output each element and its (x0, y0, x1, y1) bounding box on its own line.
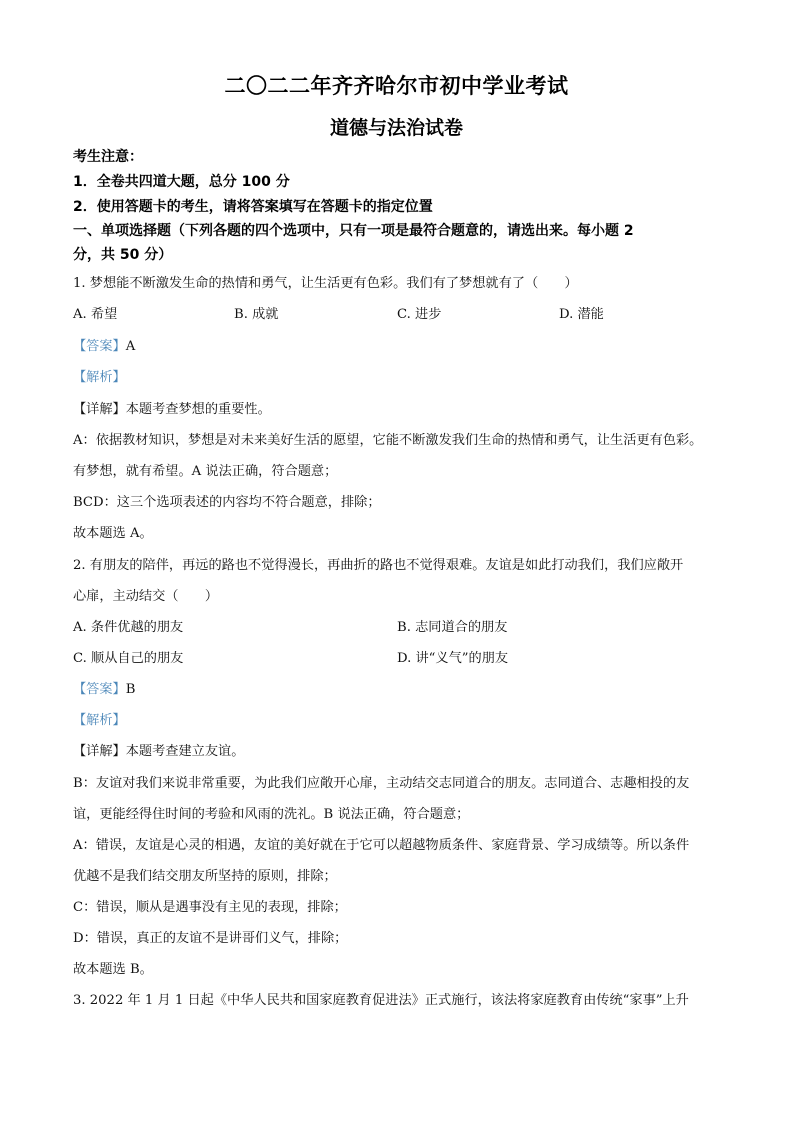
q2-explanation-line: C：错误，顺从是遇事没有主见的表现，排除； (73, 900, 347, 915)
q2-option-a: A. 条件优越的朋友 (73, 620, 184, 635)
notice-heading: 考生注意： (73, 149, 143, 165)
q2-explanation-line: B：友谊对我们来说非常重要，为此我们应敞开心扉，主动结交志同道合的朋友。志同道合、志趣相投的友 (73, 776, 690, 791)
q1-option-b: B. 成就 (234, 307, 279, 322)
q1-explanation-line: 有梦想，就有希望。A 说法正确，符合题意； (73, 464, 338, 479)
q2-explanation-line: 优越不是我们结交朋友所坚持的原则，排除； (73, 869, 337, 884)
notice-item-2: 2．使用答题卡的考生，请将答案填写在答题卡的指定位置 (73, 199, 433, 215)
q2-analysis-label: 【解析】 (73, 713, 126, 728)
q1-option-d: D. 潜能 (559, 307, 604, 322)
q1-explanation-line: BCD：这三个选项表述的内容均不符合题意，排除； (73, 495, 381, 510)
q2-conclusion: 故本题选 B。 (73, 962, 153, 977)
question-1-stem: 1. 梦想能不断激发生命的热情和勇气，让生活更有色彩。我们有了梦想就有了（ ） (73, 276, 578, 291)
exam-subtitle: 道德与法治试卷 (329, 117, 463, 139)
q1-detail (73, 401, 733, 419)
question-2-stem: 2. 有朋友的陪伴，再远的路也不觉得漫长，再曲折的路也不觉得艰难。友谊是如此打动我们，我们应敞开 (73, 558, 684, 573)
answer-label: 【答案】 (73, 339, 126, 354)
q2-option-b: B. 志同道合的朋友 (397, 620, 508, 635)
q2-option-c: C. 顺从自己的朋友 (73, 651, 184, 666)
q1-analysis-label: 【解析】 (73, 370, 126, 385)
q1-option-a: A. 希望 (73, 307, 118, 322)
answer-value: A (125, 339, 136, 354)
section-heading-cont: 分，共 50 分） (73, 247, 173, 263)
q2-explanation-line: 谊，更能经得住时间的考验和风雨的洗礼。B 说法正确，符合题意； (73, 807, 470, 822)
q1-conclusion: 故本题选 A。 (73, 526, 153, 541)
section-heading: 一、单项选择题（下列各题的四个选项中，只有一项是最符合题意的，请选出来。每小题 2 (73, 223, 634, 239)
answer-value: B (125, 682, 136, 697)
q1-option-c: C. 进步 (397, 307, 442, 322)
q1-answer (73, 338, 733, 356)
q2-explanation-line: A：错误，友谊是心灵的相遇，友谊的美好就在于它可以超越物质条件、家庭背景、学习成绩等。所以条件 (73, 838, 690, 853)
q1-explanation-line: A：依据教材知识，梦想是对未来美好生活的愿望，它能不断激发我们生命的热情和勇气，让生活更有色彩。 (73, 433, 703, 448)
q2-detail (73, 743, 733, 761)
exam-title: 二〇二二年齐齐哈尔市初中学业考试 (224, 74, 569, 98)
notice-item-1: 1．全卷共四道大题，总分 100 分 (73, 174, 290, 190)
detail-text: 本题考查梦想的重要性。 (125, 402, 271, 417)
question-3-stem: 3. 2022 年 1 月 1 日起《中华人民共和国家庭教育促进法》正式施行，该法将家庭教育由传统“家事”上升 (73, 993, 689, 1008)
q2-option-d: D. 讲“义气”的朋友 (397, 651, 509, 666)
detail-label: 【详解】 (73, 744, 126, 759)
question-2-stem-cont: 心扉，主动结交（ ） (73, 589, 219, 604)
q2-explanation-line: D：错误，真正的友谊不是讲哥们义气，排除； (73, 931, 348, 946)
detail-label: 【详解】 (73, 402, 126, 417)
detail-text: 本题考查建立友谊。 (125, 744, 245, 759)
q2-answer (73, 681, 733, 699)
answer-label: 【答案】 (73, 682, 126, 697)
